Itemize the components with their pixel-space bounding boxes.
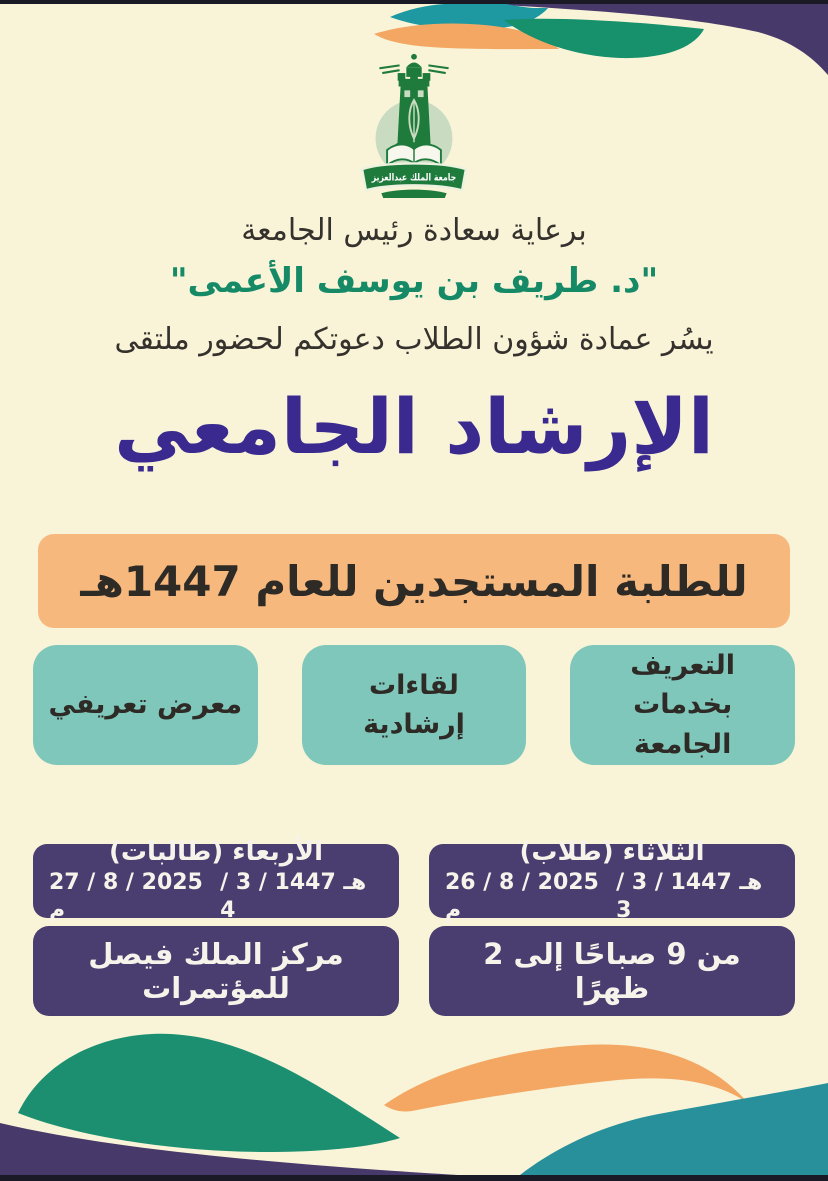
detail-card-time <box>429 926 795 1016</box>
feature-label: التعريف بخدمات الجامعة <box>630 650 736 760</box>
detail-label: من 9 صباحًا إلى 2 ظهرًا <box>483 937 741 1005</box>
feature-label: لقاءات إرشادية <box>363 669 465 740</box>
session-dates <box>445 869 779 926</box>
feature-card-exhibition <box>33 645 258 765</box>
session-card-male-students <box>429 837 795 924</box>
event-title: الإرشاد الجامعي <box>114 381 714 471</box>
feature-card-services <box>570 645 795 765</box>
teal-wave-shape <box>520 1083 828 1175</box>
detail-card-venue <box>33 926 399 1016</box>
session-card-female-students <box>33 837 399 924</box>
session-date-gregorian: 27 / 8 / 2025 م <box>49 869 203 924</box>
top-edge-bar <box>0 0 828 4</box>
university-logo <box>355 50 473 198</box>
bottom-wave-decoration <box>0 1025 828 1175</box>
logo-banner-text: جامعة الملك عبدالعزيز <box>370 172 457 184</box>
session-day: الثلاثاء (طلاب) <box>519 837 705 868</box>
bottom-edge-bar <box>0 1175 828 1181</box>
feature-card-guidance-meetings <box>302 645 527 765</box>
orange-crescent-shape <box>384 1044 748 1111</box>
audience-banner-text: للطلبة المستجدين للعام 1447هـ <box>80 556 748 606</box>
session-date-gregorian: 26 / 8 / 2025 م <box>445 869 599 924</box>
audience-banner <box>38 534 790 628</box>
session-dates <box>49 869 383 926</box>
invitation-line: يسُر عمادة شؤون الطلاب دعوتكم لحضور ملتقى <box>114 321 714 357</box>
feature-label: معرض تعريفي <box>48 689 243 721</box>
green-hill-shape <box>18 1034 400 1152</box>
detail-label: مركز الملك فيصل للمؤتمرات <box>88 937 344 1005</box>
patronage-line: برعاية سعادة رئيس الجامعة <box>241 213 587 248</box>
details-row <box>33 926 795 1016</box>
sessions-row <box>33 837 795 924</box>
session-date-hijri: هـ 1447 / 3 / 4 <box>220 869 367 924</box>
session-date-hijri: هـ 1447 / 3 / 3 <box>616 869 763 924</box>
president-name: "د. طريف بن يوسف الأعمى" <box>169 261 659 301</box>
features-row <box>33 645 795 765</box>
headline-block <box>0 208 828 478</box>
session-day: الأربعاء (طالبات) <box>108 837 324 868</box>
logo-sub-ribbon <box>381 190 446 198</box>
